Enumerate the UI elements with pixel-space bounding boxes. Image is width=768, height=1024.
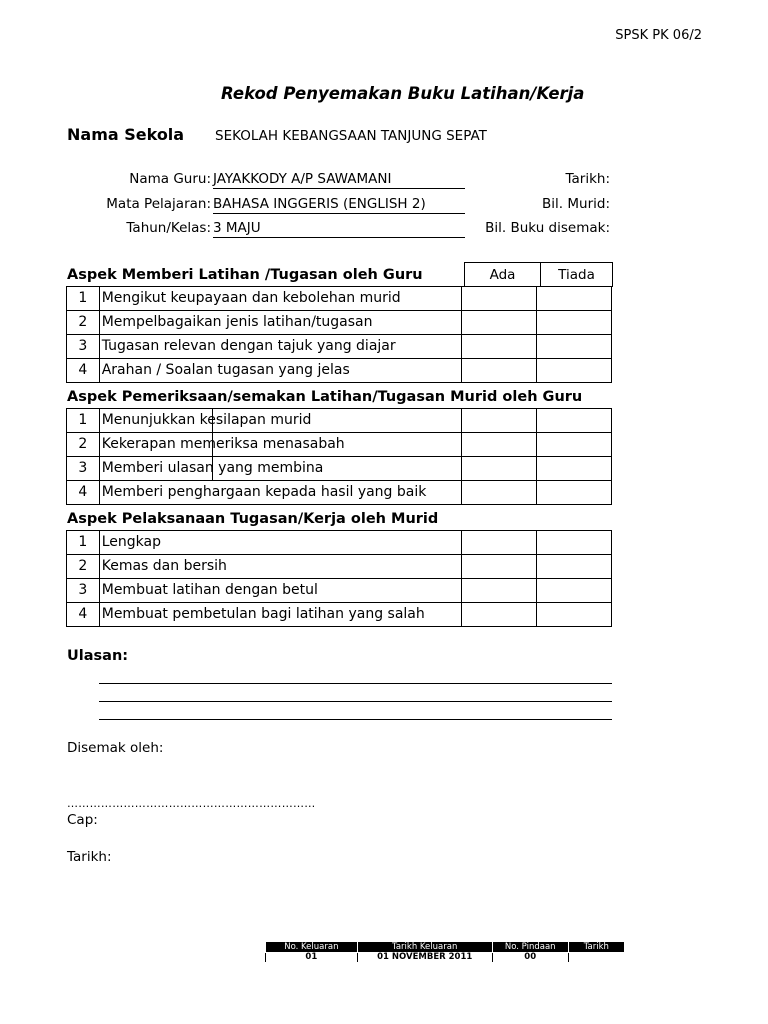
column-ada: Ada xyxy=(464,262,541,287)
column-tiada: Tiada xyxy=(540,262,613,287)
date-label: Tarikh: xyxy=(565,171,610,187)
revision-value: 01 xyxy=(266,953,358,963)
student-count-label: Bil. Murid: xyxy=(542,196,610,212)
revision-header: Tarikh Keluaran xyxy=(357,942,492,953)
ada-cell[interactable] xyxy=(461,359,536,383)
row-number: 3 xyxy=(67,579,100,603)
ada-cell[interactable] xyxy=(461,287,536,311)
row-number: 1 xyxy=(67,409,100,433)
table-row xyxy=(67,359,612,383)
row-number: 2 xyxy=(67,433,100,457)
table-row xyxy=(67,409,612,433)
comments-line[interactable] xyxy=(99,701,612,702)
row-number: 2 xyxy=(67,311,100,335)
revision-value: 01 NOVEMBER 2011 xyxy=(357,953,492,963)
reviewed-by-label: Disemak oleh: xyxy=(67,740,164,756)
school-name: SEKOLAH KEBANGSAAN TANJUNG SEPAT xyxy=(215,128,487,144)
revision-header: No. Pindaan xyxy=(492,942,568,953)
tiada-cell[interactable] xyxy=(536,531,611,555)
document-code: SPSK PK 06/2 xyxy=(615,28,702,43)
tiada-cell[interactable] xyxy=(536,579,611,603)
school-label: Nama Sekola xyxy=(67,125,185,144)
class-label: Tahun/Kelas: xyxy=(126,220,211,236)
ada-cell[interactable] xyxy=(461,335,536,359)
column-divider xyxy=(212,408,213,480)
tiada-cell[interactable] xyxy=(536,311,611,335)
section-title: Aspek Pemeriksaan/semakan Latihan/Tugasan Murid oleh Guru xyxy=(67,389,583,405)
row-description: Tugasan relevan dengan tajuk yang diajar xyxy=(99,335,461,359)
ada-cell[interactable] xyxy=(461,457,536,481)
tiada-cell[interactable] xyxy=(536,481,611,505)
row-number: 2 xyxy=(67,555,100,579)
row-number: 1 xyxy=(67,531,100,555)
row-description: Menunjukkan kesilapan murid xyxy=(99,409,461,433)
signature-line: ………………………………………………………… xyxy=(67,797,316,810)
class-name: 3 MAJU xyxy=(213,220,465,238)
revision-value xyxy=(568,953,624,963)
table-row xyxy=(67,531,612,555)
row-number: 1 xyxy=(67,287,100,311)
row-description: Kemas dan bersih xyxy=(99,555,461,579)
row-number: 3 xyxy=(67,335,100,359)
ada-cell[interactable] xyxy=(461,531,536,555)
revision-value: 00 xyxy=(492,953,568,963)
tiada-cell[interactable] xyxy=(536,457,611,481)
revision-header: Tarikh xyxy=(568,942,624,953)
revision-header: No. Keluaran xyxy=(266,942,358,953)
row-description: Lengkap xyxy=(99,531,461,555)
ada-cell[interactable] xyxy=(461,409,536,433)
stamp-label: Cap: xyxy=(67,812,98,828)
ada-cell[interactable] xyxy=(461,311,536,335)
row-description: Arahan / Soalan tugasan yang jelas xyxy=(99,359,461,383)
checklist-table xyxy=(66,408,612,505)
table-row xyxy=(67,481,612,505)
subject-label: Mata Pelajaran: xyxy=(106,196,211,212)
ada-cell[interactable] xyxy=(461,603,536,627)
teacher-name: JAYAKKODY A/P SAWAMANI xyxy=(213,171,465,189)
comments-line[interactable] xyxy=(99,719,612,720)
row-number: 4 xyxy=(67,603,100,627)
books-checked-label: Bil. Buku disemak: xyxy=(485,220,610,236)
section-title: Aspek Pelaksanaan Tugasan/Kerja oleh Murid xyxy=(67,511,439,527)
ada-cell[interactable] xyxy=(461,433,536,457)
revision-table xyxy=(265,941,625,962)
table-row xyxy=(67,335,612,359)
table-row xyxy=(67,603,612,627)
subject-name: BAHASA INGGERIS (ENGLISH 2) xyxy=(213,196,465,214)
tiada-cell[interactable] xyxy=(536,433,611,457)
tiada-cell[interactable] xyxy=(536,359,611,383)
tiada-cell[interactable] xyxy=(536,287,611,311)
checklist-table xyxy=(66,530,612,627)
row-description: Membuat pembetulan bagi latihan yang salah xyxy=(99,603,461,627)
comments-label: Ulasan: xyxy=(67,648,129,664)
tiada-cell[interactable] xyxy=(536,555,611,579)
ada-cell[interactable] xyxy=(461,481,536,505)
table-row xyxy=(67,311,612,335)
ada-cell[interactable] xyxy=(461,555,536,579)
table-row xyxy=(67,579,612,603)
section-title: Aspek Memberi Latihan /Tugasan oleh Guru xyxy=(67,267,423,283)
table-row xyxy=(67,555,612,579)
row-description: Mempelbagaikan jenis latihan/tugasan xyxy=(99,311,461,335)
tiada-cell[interactable] xyxy=(536,603,611,627)
tiada-cell[interactable] xyxy=(536,409,611,433)
table-row xyxy=(67,457,612,481)
table-row xyxy=(67,433,612,457)
row-description: Kekerapan memeriksa menasabah xyxy=(99,433,461,457)
revision-footer xyxy=(265,941,625,962)
row-description: Mengikut keupayaan dan kebolehan murid xyxy=(99,287,461,311)
comments-line[interactable] xyxy=(99,683,612,684)
ada-cell[interactable] xyxy=(461,579,536,603)
bottom-date-label: Tarikh: xyxy=(67,849,112,865)
row-description: Memberi penghargaan kepada hasil yang baik xyxy=(99,481,461,505)
table-row xyxy=(67,287,612,311)
tiada-cell[interactable] xyxy=(536,335,611,359)
row-description: Membuat latihan dengan betul xyxy=(99,579,461,603)
row-number: 3 xyxy=(67,457,100,481)
row-number: 4 xyxy=(67,481,100,505)
row-number: 4 xyxy=(67,359,100,383)
teacher-label: Nama Guru: xyxy=(129,171,211,187)
page-title: Rekod Penyemakan Buku Latihan/Kerja xyxy=(221,84,585,103)
checklist-table xyxy=(66,286,612,383)
row-description: Memberi ulasan yang membina xyxy=(99,457,461,481)
